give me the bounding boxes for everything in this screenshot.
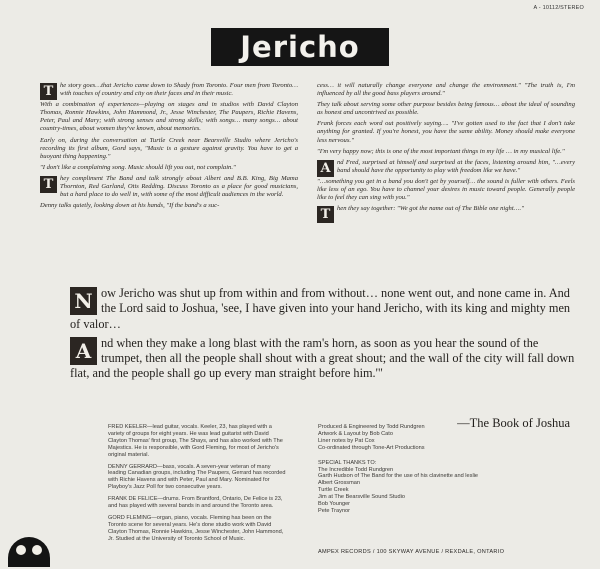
paragraph-text: "…something you get in a band you don't get by yourself… the sound is fuller with others. Feels like less of an ego. You have to channel your desires in music toward people. Generally people like to feel they can sing with you." bbox=[317, 177, 575, 202]
liner-paragraph bbox=[40, 164, 298, 172]
label-address: AMPEX RECORDS / 100 SKYWAY AVENUE / REXDALE, ONTARIO bbox=[318, 549, 505, 555]
drop-cap: T bbox=[40, 176, 57, 193]
liner-paragraph bbox=[317, 148, 575, 156]
paragraph-text: hen they say together: "We got the name out of The Bible one night…." bbox=[337, 205, 524, 213]
drop-cap: T bbox=[40, 83, 57, 100]
paragraph-text: he story goes…that Jericho came down to Shady from Toronto. Four men from Toronto…with touches of country and city on their faces and in their music. bbox=[60, 82, 298, 98]
liner-paragraph bbox=[40, 175, 298, 199]
credit-line: Bob Younger bbox=[318, 501, 351, 508]
liner-notes-right-column bbox=[317, 82, 575, 223]
drop-cap: A bbox=[70, 337, 97, 365]
credit-line: Artwork & Layout by Bob Cato bbox=[318, 430, 393, 437]
drop-cap: A bbox=[317, 160, 334, 177]
jericho-logo bbox=[211, 28, 389, 66]
liner-paragraph bbox=[40, 82, 298, 98]
quote-paragraph bbox=[70, 336, 575, 382]
liner-paragraph bbox=[317, 159, 575, 175]
production-credits bbox=[318, 424, 493, 515]
credit-line: The Incredible Todd Rundgren bbox=[318, 466, 394, 473]
drop-cap: N bbox=[70, 287, 97, 315]
paragraph-text: Frank forces each word out positively saying…. "I've gotten used to the fact that I don't take anything for granted. If you're honest, you have the same ability. Money should make everyone less nervous." bbox=[317, 120, 575, 144]
liner-paragraph bbox=[317, 178, 575, 202]
credit-line: Garth Hudson of The Band for the use of his clavinette and leslie bbox=[318, 473, 479, 480]
liner-paragraph bbox=[40, 137, 298, 161]
paragraph-text: Early on, during the conversation at Turtle Creek near Bearsville Studio where Jericho's recording its first album, Gord says, "Music is a gesture against gravity. You have to get a buoyant thing happening." bbox=[40, 136, 298, 160]
paragraph-text: "I'm very happy now; this is one of the most important things in my life … in my musical life." bbox=[317, 147, 565, 155]
credit-line: Turtle Creek bbox=[318, 487, 349, 494]
quote-paragraph bbox=[70, 286, 575, 332]
credit-line: Jim at The Bearsville Sound Studio bbox=[318, 494, 405, 501]
catalog-number: A - 10112/STEREO bbox=[533, 5, 584, 11]
paragraph-text: They talk about serving some other purpose besides being famous… about the ideal of sounding as honest and uncontrived as possible. bbox=[317, 101, 575, 117]
liner-paragraph bbox=[317, 101, 575, 117]
liner-notes-left-column bbox=[40, 82, 298, 213]
liner-paragraph bbox=[40, 202, 298, 210]
paragraph-text: "I don't like a complaining song. Music should lift you out, not complain." bbox=[40, 163, 236, 171]
credit-line: Co-ordinated through Tone-Art Productions bbox=[318, 444, 425, 451]
liner-paragraph bbox=[317, 82, 575, 98]
paragraph-text: ow Jericho was shut up from within and from without… none went out, and none came in. And the Lord said to Joshua, 'see, I have given into your hand Jericho, with its king and mighty men of valor… bbox=[70, 286, 571, 331]
logo-eye-left bbox=[16, 545, 26, 555]
liner-paragraph bbox=[317, 205, 575, 223]
logo-eye-right bbox=[32, 545, 42, 555]
credit-line: Liner notes by Pat Cox bbox=[318, 437, 375, 444]
credit-line bbox=[318, 452, 493, 460]
scripture-quote bbox=[70, 286, 575, 386]
credit-line: Albert Grossman bbox=[318, 480, 360, 487]
logo-text: Jericho bbox=[240, 29, 360, 64]
musician-credit: FRANK DE FELICE—drums. From Brantford, Ontario, De Felice is 23, and has played with several bands in and around the Toronto area. bbox=[108, 496, 283, 510]
liner-paragraph bbox=[40, 101, 298, 133]
liner-paragraph bbox=[317, 120, 575, 144]
label-logo-icon bbox=[8, 537, 50, 567]
drop-cap: T bbox=[317, 206, 334, 223]
paragraph-text: nd when they make a long blast with the ram's horn, as soon as you hear the sound of the trumpet, then all the people shall shout with a great shout; and the wall of the city will fall down flat, and the people shall go up every man straight before him.'" bbox=[70, 335, 575, 381]
credit-line: Produced & Engineered by Todd Rundgren bbox=[318, 424, 425, 430]
quote-source: —The Book of Joshua bbox=[457, 416, 570, 430]
paragraph-text: hey compliment The Band and talk strongly about Albert and B.B. King, Big Mama Thornton, Red Garland, Otis Redding. Discuss Toronto as a place for good musicians, but a hard place to do well in, with some of the most difficult audiences in the world. bbox=[60, 174, 298, 199]
paragraph-text: Denny talks quietly, looking down at his hands, "If the band's a suc- bbox=[40, 202, 220, 210]
musician-credit: FRED KEELER—lead guitar, vocals. Keeler, 23, has played with a variety of groups for eight years. He was lead guitarist with David Clayton Thomas' first group, The Shays, and has also worked with The Majestics. He is responsible, with Gord Fleming, for most of Jericho's original material. bbox=[108, 424, 283, 458]
paragraph-text: cess… it will naturally change everyone and change the environment." "The truth is, I'm influenced by all the good bass players around." bbox=[317, 82, 575, 98]
musician-credit: DENNY GERRARD—bass, vocals. A seven-year veteran of many leading Canadian groups, including The Paupers, Gerrard has recorded with Richie Havens and with Peter, Paul and Mary. Nominated for Playboy's Jazz Poll for two consecutive years. bbox=[108, 463, 286, 491]
band-credits bbox=[108, 424, 288, 548]
credit-line: SPECIAL THANKS TO: bbox=[318, 459, 377, 466]
paragraph-text: nd Fred, surprised at himself and surprised at the faces, listening around him, "…every band should have the opportunity to play with freedom like we have." bbox=[337, 158, 575, 174]
musician-credit: GORD FLEMING—organ, piano, vocals. Fleming has been on the Toronto scene for several years. He's done studio work with David Clayton Thomas, Ronnie Hawkins, Jesse Winchester, John Hammond, Jr. Studied at the University of Toronto School of Music. bbox=[108, 514, 284, 542]
paragraph-text: With a combination of experiences—playing on stages and in studios with David Clayton Thomas, Ronnie Hawkins, John Hammond, Jr., Jesse Winchester, The Paupers, Richie Havens, Peter, Paul and Mary; with strong senses and strong skills; with songs… many songs… about country-times, about women they've known, about memories. bbox=[40, 101, 298, 133]
credit-line: Pete Traynor bbox=[318, 507, 351, 514]
